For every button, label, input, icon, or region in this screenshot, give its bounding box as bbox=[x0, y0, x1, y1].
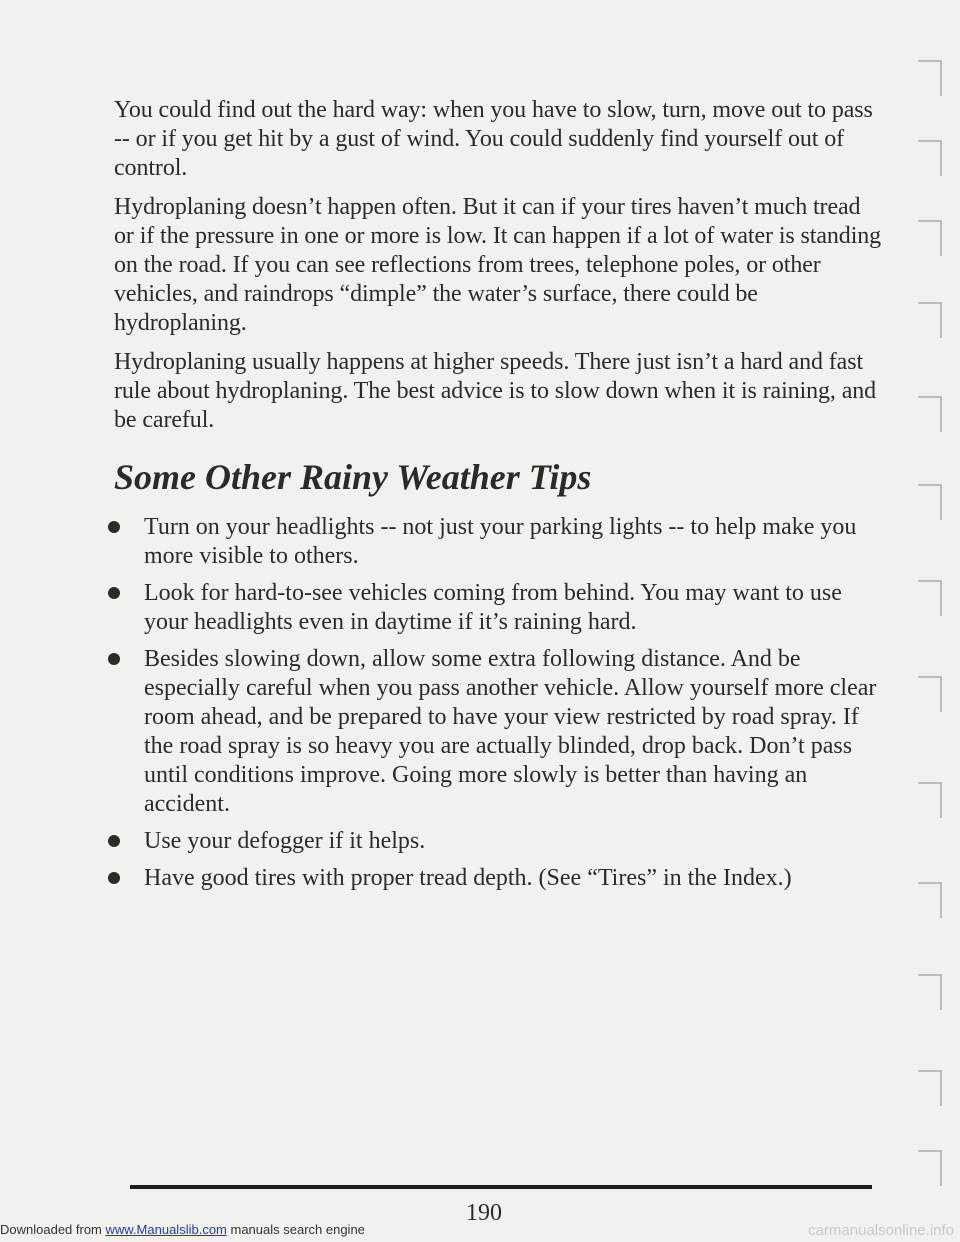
bullet-icon bbox=[108, 521, 120, 533]
list-item bbox=[114, 827, 884, 856]
watermark-prefix: Downloaded from bbox=[0, 1222, 106, 1237]
edge-mark bbox=[918, 140, 942, 176]
edge-mark bbox=[918, 1070, 942, 1106]
section-heading: Some Other Rainy Weather Tips bbox=[114, 457, 592, 497]
list-item bbox=[114, 645, 884, 819]
list-item bbox=[114, 579, 884, 637]
tips-list bbox=[114, 513, 884, 893]
tip-text: Besides slowing down, allow some extra following distance. And be especially careful when you pass another vehicle. Allow yourself more clear room ahead, and be prepared to have your view restricted by road spray. If the road spray is so heavy you are actually blinded, drop back. Don’t pass until conditions improve. Going more slowly is better than having an accident. bbox=[144, 646, 877, 817]
list-item bbox=[114, 513, 884, 571]
download-watermark bbox=[0, 1222, 365, 1237]
site-watermark: carmanualsonline.info bbox=[808, 1222, 954, 1239]
edge-mark bbox=[918, 60, 942, 96]
tip-text: Have good tires with proper tread depth. (See “Tires” in the Index.) bbox=[144, 865, 792, 891]
edge-mark bbox=[918, 782, 942, 818]
edge-mark bbox=[918, 974, 942, 1010]
paragraph-hard-way: You could find out the hard way: when you have to slow, turn, move out to pass -- or if you get hit by a gust of wind. You could suddenly find yourself out of control. bbox=[114, 97, 873, 181]
tip-text: Turn on your headlights -- not just your parking lights -- to help make you more visible to others. bbox=[144, 514, 857, 569]
watermark-suffix: manuals search engine bbox=[226, 1222, 365, 1237]
edge-mark bbox=[918, 302, 942, 338]
tip-text: Use your defogger if it helps. bbox=[144, 828, 426, 854]
footer-rule bbox=[130, 1185, 872, 1189]
bullet-icon bbox=[108, 872, 120, 884]
bullet-icon bbox=[108, 653, 120, 665]
edge-mark bbox=[918, 1150, 942, 1186]
list-item bbox=[114, 864, 884, 893]
manualslib-link[interactable]: www.Manualslib.com bbox=[105, 1222, 227, 1237]
edge-mark bbox=[918, 676, 942, 712]
page-number: 190 bbox=[466, 1200, 502, 1226]
bullet-icon bbox=[108, 835, 120, 847]
bullet-icon bbox=[108, 587, 120, 599]
page-content bbox=[114, 96, 884, 901]
paragraph-hydroplaning-causes: Hydroplaning doesn’t happen often. But it can if your tires haven’t much tread or if the pressure in one or more is low. It can happen if a lot of water is standing on the road. If you can see reflections from trees, telephone poles, or other vehicles, and raindrops “dimple” the water’s surface, there could be hydroplaning. bbox=[114, 194, 882, 336]
paragraph-hydroplaning-speeds: Hydroplaning usually happens at higher speeds. There just isn’t a hard and fast rule about hydroplaning. The best advice is to slow down when it is raining, and be careful. bbox=[114, 349, 877, 433]
page-edge-marks bbox=[918, 40, 958, 1200]
edge-mark bbox=[918, 396, 942, 432]
edge-mark bbox=[918, 882, 942, 918]
edge-mark bbox=[918, 220, 942, 256]
tip-text: Look for hard-to-see vehicles coming from behind. You may want to use your headlights even in daytime if it’s raining hard. bbox=[144, 580, 842, 635]
edge-mark bbox=[918, 484, 942, 520]
edge-mark bbox=[918, 580, 942, 616]
